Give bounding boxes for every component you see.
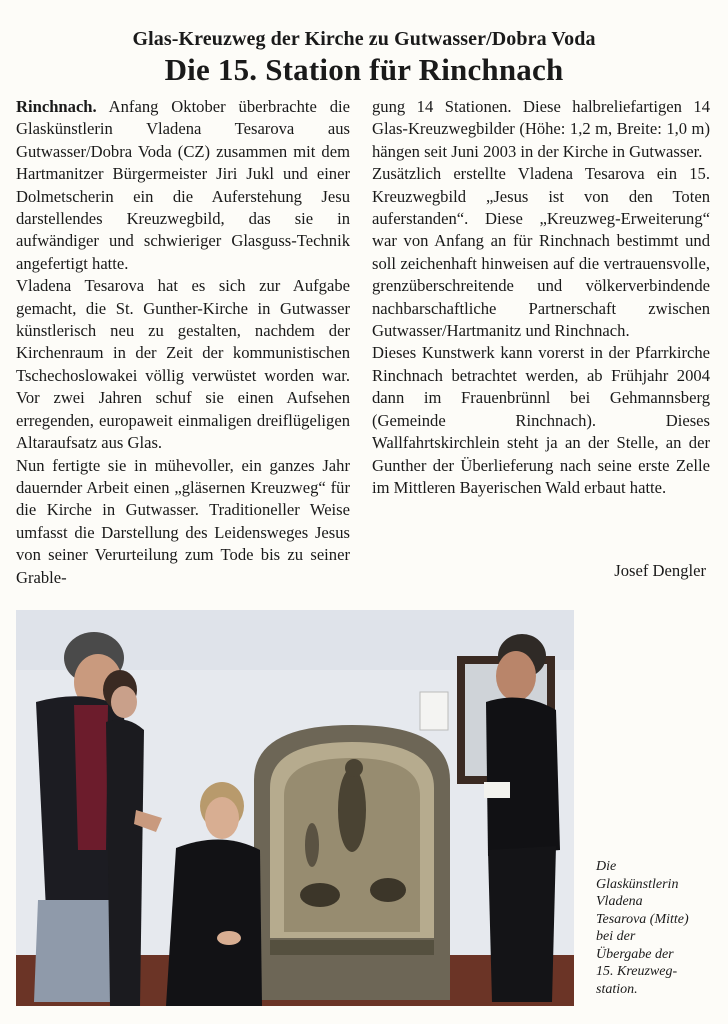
article-photo [16,610,574,1006]
caption-line: Tesarova (Mitte) [596,911,689,927]
paragraph-text: Anfang Oktober überbrachte die Glaskünstlerin Vladena Tesarova aus Gutwasser/Dobra Voda (CZ) zusammen mit dem Hartmanitzer Bürgermeister Jiri Jukl und einer Dolmetscherin ein die Auferstehung Jesu darstellendes Kreuzwegbild, das sie in aufwändiger und schwieriger Glasguss-Technik angefertigt hatte. [16,97,351,273]
article-headline: Die 15. Station für Rinchnach [164,52,564,87]
glass-relief [254,725,450,1000]
caption-line: Glaskünstlerin [596,876,679,892]
caption-line: bei der [596,929,636,944]
lead-word: Rinchnach. [16,97,97,116]
paragraph: Zusätzlich erstellte Vladena Tesarova ein 15. Kreuzwegbild „Jesus ist von den Toten auferstanden“. Diese „Kreuzweg-Erweiterung“ war von Anfang an für Rinchnach bestimmt und soll zeichenhaft hinweisen auf die vertrauensvolle, grenzüberschreitende und völkerverbindende nachbarschaftliche Partnerschaft zwischen Gutwasser/Hartmanitz und Rinchnach. [372,164,710,341]
paragraph: Vladena Tesarova hat es sich zur Aufgabe gemacht, die St. Gunther-Kirche in Gutwasser künstlerisch neu zu gestalten, nachdem der Kirchenraum in der Zeit der kommunistischen Tschechoslowakei völlig verwüstet worden war. Vor zwei Jahren schuf sie einen Aufsehen erregenden, europaweit einmaligen dreiflügeligen Altaraufsatz aus Glas. [16,276,350,453]
paragraph [16,96,350,275]
article-column-right [372,96,710,499]
author-byline: Josef Dengler [614,561,706,580]
paragraph: Nun fertigte sie in mühevoller, ein ganzes Jahr dauernder Arbeit einen „gläsernen Kreuzweg“ für die Kirche in Gutwasser. Traditioneller Weise umfasst die Darstellung des Leidensweges Jesus von seiner Verurteilung zum Tode bis zu seiner Grable- [16,455,350,587]
paragraph: Dieses Kunstwerk kann vorerst in der Pfarrkirche Rinchnach betrachtet werden, ab Frühjahr 2004 dann im Frauenbrünnl bei Gehmannsberg (Gemeinde Rinchnach). Dieses Wallfahrtskirchlein steht ja an der Stelle, an der Gunther der Überlieferung nach seine erste Zelle im Mittleren Bayerischen Wald erbaut hatte. [372,343,710,497]
photo-caption [596,858,716,998]
caption-line: station. [596,981,638,997]
caption-line: Übergabe der [596,946,674,962]
caption-line: 15. Kreuzweg- [596,964,678,979]
photo-illustration [16,610,574,1006]
article-kicker: Glas-Kreuzweg der Kirche zu Gutwasser/Dobra Voda [132,28,596,50]
article-column-left [16,96,350,589]
paragraph: gung 14 Stationen. Diese halbreliefartigen 14 Glas-Kreuzwegbilder (Höhe: 1,2 m, Breite: 1,0 m) hängen seit Juni 2003 in der Kirche in Gutwasser. [372,97,710,161]
caption-line: Vladena [596,894,643,909]
caption-line: Die [596,859,617,874]
